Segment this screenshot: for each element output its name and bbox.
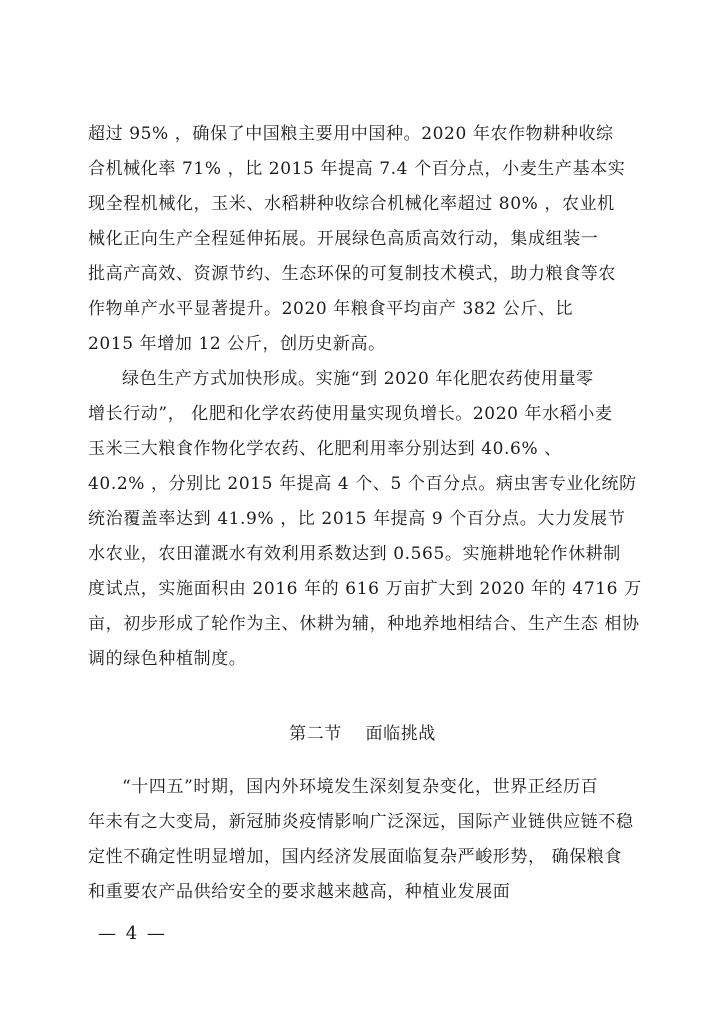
text-line: 玉米三大粮食作物化学农药、化肥利用率分别达到 40.6% 、 <box>88 439 562 459</box>
text-line: 年未有之大变局，新冠肺炎疫情影响广泛深远，国际产业链供应链不稳 <box>88 812 634 832</box>
text-line: 械化正向生产全程延伸拓展。开展绿色高质高效行动，集成组装一 <box>88 229 599 249</box>
text-line: 批高产高效、资源节约、生态环保的可复制技术模式，助力粮食等农 <box>88 264 616 284</box>
text-line: “十四五”时期，国内外环境发生深刻复杂变化，世界正经历百 <box>122 777 599 797</box>
page-number: — 4 — <box>98 923 167 944</box>
text-line: 2015 年增加 12 公斤，创历史新高。 <box>88 334 386 354</box>
section-title: 第二节 面临挑战 <box>289 724 436 744</box>
text-line: 度试点，实施面积由 2016 年的 616 万亩扩大到 2020 年的 4716 万 <box>88 579 642 599</box>
text-line: 作物单产水平显著提升。2020 年粮食平均亩产 382 公斤、比 <box>88 299 574 319</box>
text-line: 绿色生产方式加快形成。实施“到 2020 年化肥农药使用量零 <box>122 369 594 389</box>
text-line: 40.2% ，分别比 2015 年提高 4 个、5 个百分点。病虫害专业化统防 <box>88 474 637 494</box>
text-line: 定性不确定性明显增加，国内经济发展面临复杂严峻形势， 确保粮食 <box>88 847 623 867</box>
text-line: 超过 95% ，确保了中国粮主要用中国种。2020 年农作物耕种收综 <box>88 124 614 144</box>
text-line: 和重要农产品供给安全的要求越来越高，种植业发展面 <box>88 882 511 902</box>
text-line: 统治覆盖率达到 41.9% ，比 2015 年提高 9 个百分点。大力发展节 <box>88 509 626 529</box>
text-line: 增长行动”， 化肥和化学农药使用量实现负增长。2020 年水稻小麦 <box>88 404 613 424</box>
text-line: 亩，初步形成了轮作为主、休耕为辅，种地养地相结合、生产生态 相协 <box>88 614 640 634</box>
text-line: 合机械化率 71% ，比 2015 年提高 7.4 个百分点，小麦生产基本实 <box>88 159 626 179</box>
text-line: 调的绿色种植制度。 <box>88 649 247 669</box>
text-line: 现全程机械化，玉米、水稻耕种收综合机械化率超过 80% ，农业机 <box>88 194 615 214</box>
text-line: 水农业，农田灌溉水有效利用系数达到 0.565。实施耕地轮作休耕制 <box>88 544 621 564</box>
